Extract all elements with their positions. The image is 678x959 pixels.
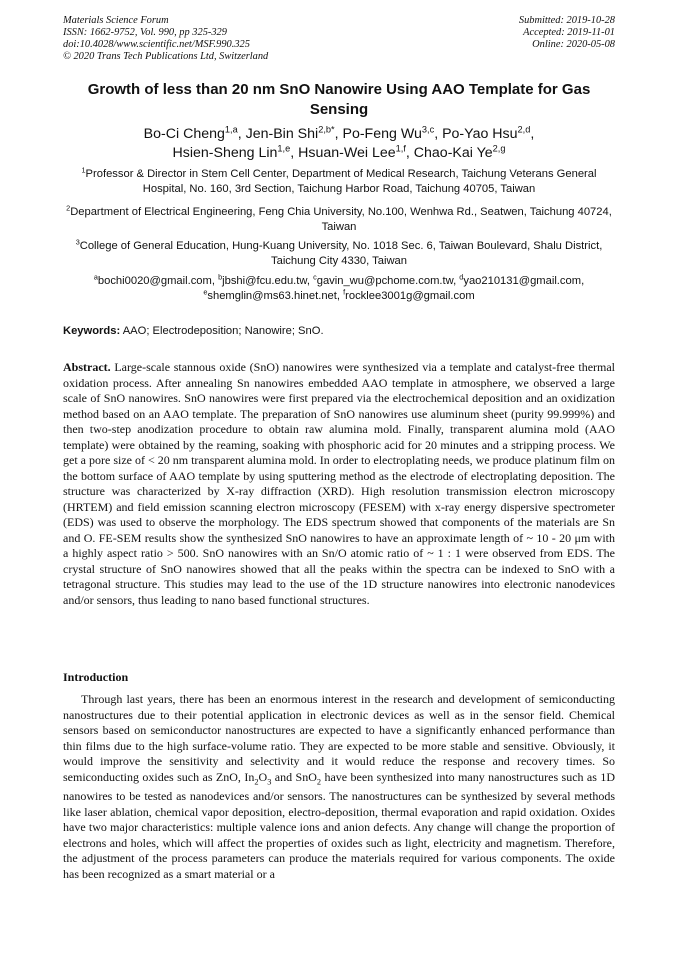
introduction-text: Through last years, there has been an enormous interest in the research and development of semiconducting nanostructures due to their potential application in electronic devices as well as in the sensor field. Chemical sensors based on semiconductor nanostructures are expected to have a significantly enhanced performance than thin films due to the high surface-volume ratio. They are expected to be more stable and sensitive. Obviously, it would improve the sensitivity and selectivity and it would reduce the response and recovery times. So semiconducting oxides such as ZnO, $In_2O_3$ and SnO$_2$ have been synthesized into many nanostructures such as 1D nanowires to be tested as nanodevices and/or sensors. The nanostructures can be synthesized by several methods like laser ablation, chemical vapor deposition, electro-deposition, thermal evaporation and rapid oxidation. Oxides have two major characteristics: multiple valence ions and anion defects. Any change will change the proportion of electrons and holes, which will affect the properties of oxides such as light, electricity and magnetism. Therefore, the adjustment of the process parameters can produce the materials required for various components. The oxide has been recognized as a smart material or a [63,692,615,881]
accepted-date: Accepted: 2019-11-01 [523,27,615,38]
author: Jen-Bin Shi$^{2,b*}$, [245,124,343,142]
paper-title: Growth of less than 20 nm SnO Nanowire Using AAO Template for Gas Sensing [87,81,591,118]
keywords [63,324,615,339]
sno2-formula: SnO$_2$ [295,769,322,786]
issn: ISSN: 1662-9752, Vol. 990, pp 325-329 [63,27,227,38]
doi: doi:10.4028/www.scientific.net/MSF.990.325 [63,39,250,50]
dates-header [519,15,615,51]
affiliation-1: $^1$Professor & Director in Stem Cell Center, Department of Medical Research, Taichung Veterans General Hospital, No. 160, 3rd Section, Taichung Harbor Road, Taichung 40705, Taiwan [81,165,597,195]
email: $^a$bochi0020@gmail.com, [93,272,219,287]
copyright: © 2020 Trans Tech Publications Ltd, Switzerland [63,51,269,62]
affiliation-3: $^3$College of General Education, Hung-Kuang University, No. 1018 Sec. 6, Taiwan Boulevard, Shalu District, Taichung City 4330, Taiwan [75,237,603,267]
journal-name: Materials Science Forum [63,15,169,26]
online-date: Online: 2020-05-08 [532,39,615,50]
email: $^d$yao210131@gmail.com, [459,272,585,287]
email: $^c$gavin_wu@pchome.com.tw, [313,272,460,287]
introduction-heading: Introduction [63,670,129,684]
author: Hsuan-Wei Lee$^{1,f}$, [298,143,414,161]
keywords-label: Keywords: [63,325,121,337]
abstract-text: Large-scale stannous oxide (SnO) nanowires were synthesized via a template and catalyst-free thermal oxidation process. After annealing Sn nanowires embedded AAO template in atmosphere, we observed a large scale of SnO nanowires. SnO nanowires were first prepared via the electrochemical deposition and an oxidization method based on an AAO template. The preparation of SnO nanowires use aluminum sheet (purity 99.999%) and then two-step anodization procedure to obtain raw alumina mold. Finally, transparent alumina mold (AAO template) were obtained by the reaming, soaking with phosphoric acid for 20 minutes and a stripping process. We get a pore size of < 20 nm transparent alumina mold. In order to electroplating needs, we produce platinum film on the bottom surface of AAO template by using sputtering method as the electrode of electroplating deposition. The structure was characterized by X-ray diffraction (XRD). High resolution transmission electron microscopy (HRTEM) and field emission scanning electron microscopy (FESEM) with x-ray energy dispersive spectrometer (EDS) was used to observe the morphology. The EDS spectrum showed that components of the materials are Sn and O. FE-SEM results show the synthesized SnO nanowires to have an approximate length of ~ 10 - 20 μm with a highly aspect ratio > 500. SnO nanowires with an Sn/O atomic ratio of ~ 1 : 1 were observed from EDS. The crystal structure of SnO nanowires showed that all the peaks within the spectra can be indexed to SnO with a tetragonal structure. This studies may lead to the use of the 1D structure nanowires into electronic nanodevices and/or sensors, thus leading to nano based functional structures. [63,360,616,607]
author-list [63,125,615,163]
author: Po-Yao Hsu$^{2,d}$, [442,124,535,142]
author: Po-Feng Wu$^{3,c}$, [342,124,443,142]
journal-header [63,15,268,63]
author: Chao-Kai Ye$^{2,g}$ [413,143,506,161]
affiliation-2: $^2$Department of Electrical Engineering, Feng Chia University, No.100, Wenhwa Rd., Seatwen, Taichung 40724, Taiwan [66,203,612,233]
keywords-text: AAO; Electrodeposition; Nanowire; SnO. [122,325,324,337]
email: $^e$shemglin@ms63.hinet.net, [203,287,344,302]
in2o3-formula: $In_2O_3$ [244,769,272,786]
email-list [63,274,615,304]
submitted-date: Submitted: 2019-10-28 [518,15,615,26]
abstract-label: Abstract. [63,360,111,374]
abstract [63,360,615,608]
email: $^f$rocklee3001g@gmail.com [343,287,475,302]
author: Hsien-Sheng Lin$^{1,e}$, [172,143,299,161]
email: $^b$jbshi@fcu.edu.tw, [218,272,314,287]
author: Bo-Ci Cheng$^{1,a}$, [143,124,246,142]
